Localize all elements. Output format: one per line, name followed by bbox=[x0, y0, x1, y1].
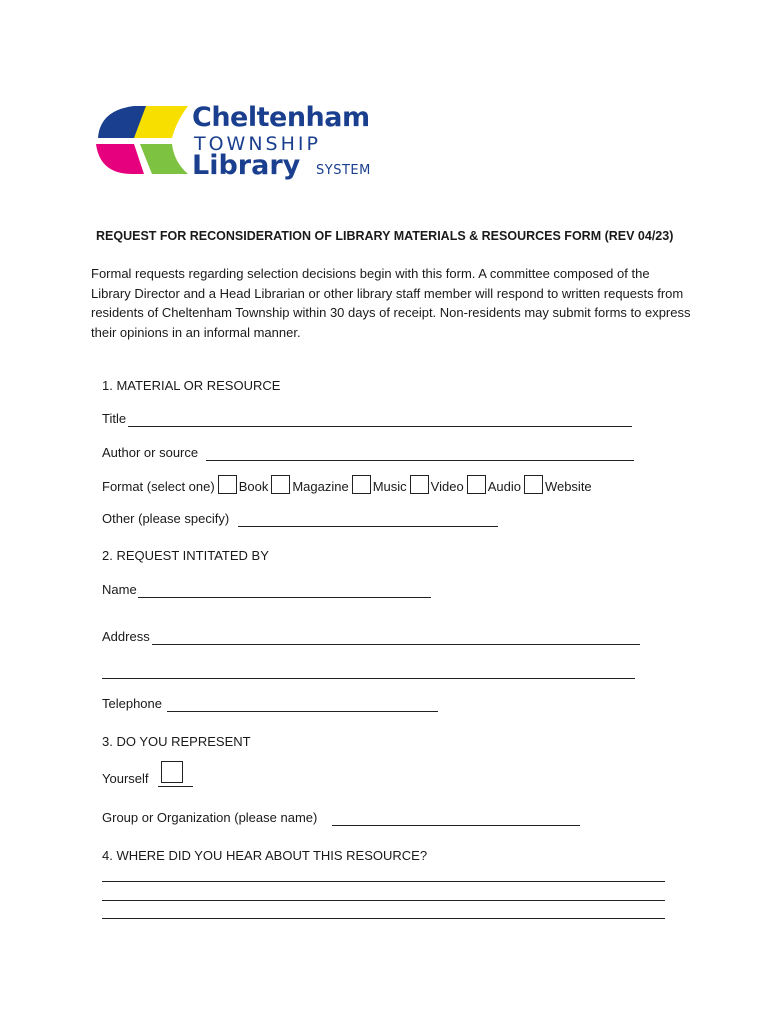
other-field[interactable] bbox=[238, 526, 498, 527]
format-music-label: Music bbox=[372, 479, 407, 494]
format-audio-checkbox[interactable] bbox=[467, 475, 486, 494]
format-website-label: Website bbox=[544, 479, 592, 494]
format-book-label: Book bbox=[238, 479, 269, 494]
address-label: Address bbox=[102, 629, 150, 644]
format-label: Format (select one) bbox=[102, 479, 215, 494]
logo-line-system: SYSTEM bbox=[316, 163, 371, 178]
source-field-line3[interactable] bbox=[102, 918, 665, 919]
title-label: Title bbox=[102, 411, 127, 426]
group-field[interactable] bbox=[332, 825, 580, 826]
logo-line-township: TOWNSHIP bbox=[194, 133, 321, 155]
section2-heading: 2. REQUEST INTITATED BY bbox=[102, 548, 269, 563]
intro-paragraph: Formal requests regarding selection decisions begin with this form. A committee composed of the Library Director and a Head Librarian or other library staff member will respond to written requests from residents of Cheltenham Township within 30 days of receipt. Non-residents may submit forms to express their opinions in an informal manner. bbox=[91, 266, 691, 340]
group-label: Group or Organization (please name) bbox=[102, 810, 318, 825]
title-field[interactable] bbox=[128, 426, 632, 427]
address-field-line1[interactable] bbox=[152, 644, 640, 645]
source-field-line1[interactable] bbox=[102, 881, 665, 882]
author-label: Author or source bbox=[102, 445, 199, 460]
yourself-label: Yourself bbox=[102, 771, 149, 786]
address-field-line2[interactable] bbox=[102, 678, 635, 679]
format-website-checkbox[interactable] bbox=[524, 475, 543, 494]
section1-heading: 1. MATERIAL OR RESOURCE bbox=[102, 378, 281, 393]
format-magazine-label: Magazine bbox=[292, 479, 349, 494]
format-video-checkbox[interactable] bbox=[410, 475, 429, 494]
name-label: Name bbox=[102, 582, 137, 597]
telephone-label: Telephone bbox=[102, 696, 162, 711]
format-row bbox=[102, 472, 592, 494]
other-label: Other (please specify) bbox=[102, 511, 230, 526]
section3-heading: 3. DO YOU REPRESENT bbox=[102, 734, 251, 749]
logo-graphic bbox=[92, 100, 192, 190]
yourself-underline bbox=[158, 786, 193, 787]
telephone-field[interactable] bbox=[167, 711, 438, 712]
format-music-checkbox[interactable] bbox=[352, 475, 371, 494]
format-video-label: Video bbox=[430, 479, 464, 494]
name-field[interactable] bbox=[138, 597, 431, 598]
section4-heading: 4. WHERE DID YOU HEAR ABOUT THIS RESOURCE? bbox=[102, 848, 428, 863]
logo-line-library: Library bbox=[192, 150, 301, 181]
format-magazine-checkbox[interactable] bbox=[271, 475, 290, 494]
format-audio-label: Audio bbox=[487, 479, 521, 494]
format-book-checkbox[interactable] bbox=[218, 475, 237, 494]
author-field[interactable] bbox=[206, 460, 634, 461]
logo-line-cheltenham: Cheltenham bbox=[192, 102, 370, 133]
library-logo bbox=[92, 100, 371, 190]
yourself-checkbox[interactable] bbox=[161, 761, 183, 783]
source-field-line2[interactable] bbox=[102, 900, 665, 901]
form-title: REQUEST FOR RECONSIDERATION OF LIBRARY MATERIALS & RESOURCES FORM (REV 04/23) bbox=[96, 229, 674, 243]
